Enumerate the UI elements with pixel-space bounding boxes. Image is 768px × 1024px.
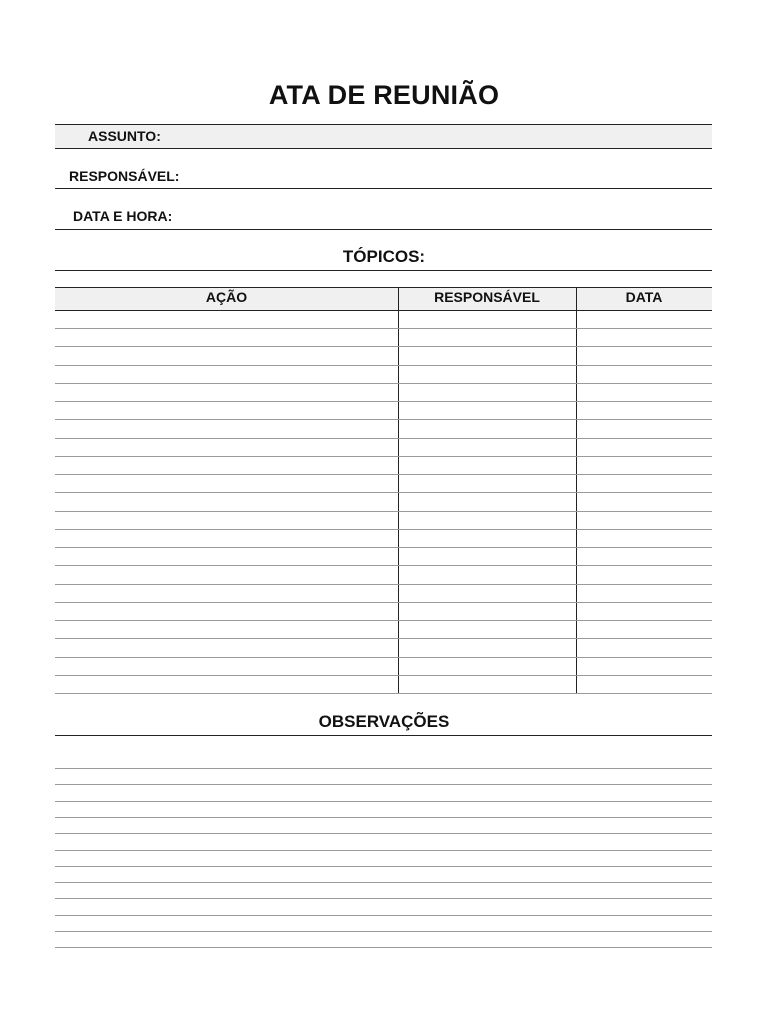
table-row[interactable] [55, 511, 712, 512]
table-row[interactable] [55, 547, 712, 548]
table-row[interactable] [55, 419, 712, 420]
table-row[interactable] [55, 365, 712, 366]
table-row[interactable] [55, 328, 712, 329]
table-row[interactable] [55, 638, 712, 639]
table-row[interactable] [55, 383, 712, 384]
observation-line[interactable] [55, 947, 712, 948]
table-row[interactable] [55, 675, 712, 676]
subject-label: ASSUNTO: [88, 128, 161, 144]
table-row[interactable] [55, 456, 712, 457]
observation-line[interactable] [55, 931, 712, 932]
observation-line[interactable] [55, 768, 712, 769]
observation-line[interactable] [55, 898, 712, 899]
table-row[interactable] [55, 584, 712, 585]
table-row[interactable] [55, 657, 712, 658]
table-row[interactable] [55, 529, 712, 530]
subject-field-line[interactable] [55, 148, 712, 149]
observation-line[interactable] [55, 817, 712, 818]
table-row[interactable] [55, 693, 712, 694]
column-header-date: DATA [625, 289, 663, 305]
responsible-field-line[interactable] [55, 188, 712, 189]
table-row[interactable] [55, 565, 712, 566]
observation-line[interactable] [55, 833, 712, 834]
observations-rule [55, 735, 712, 736]
observation-line[interactable] [55, 801, 712, 802]
document-title: ATA DE REUNIÃO [268, 80, 500, 110]
table-row[interactable] [55, 438, 712, 439]
table-row[interactable] [55, 346, 712, 347]
column-divider-2 [576, 287, 577, 693]
datetime-label: DATA E HORA: [73, 208, 173, 224]
observation-line[interactable] [55, 866, 712, 867]
observation-line[interactable] [55, 915, 712, 916]
table-row[interactable] [55, 474, 712, 475]
observation-line[interactable] [55, 850, 712, 851]
datetime-field-line[interactable] [55, 229, 712, 230]
table-row[interactable] [55, 492, 712, 493]
topics-title: TÓPICOS: [342, 247, 426, 266]
responsible-label: RESPONSÁVEL: [69, 168, 180, 184]
column-header-responsible: RESPONSÁVEL [434, 289, 540, 305]
observation-line[interactable] [55, 784, 712, 785]
observation-line[interactable] [55, 882, 712, 883]
table-header-top-rule [55, 287, 712, 288]
subject-top-rule [55, 124, 712, 125]
table-row[interactable] [55, 401, 712, 402]
column-divider-1 [398, 287, 399, 693]
observations-title: OBSERVAÇÕES [318, 712, 450, 731]
table-row[interactable] [55, 620, 712, 621]
table-row[interactable] [55, 602, 712, 603]
topics-rule [55, 270, 712, 271]
table-header-bottom-rule [55, 310, 712, 311]
column-header-action: AÇÃO [205, 289, 248, 305]
